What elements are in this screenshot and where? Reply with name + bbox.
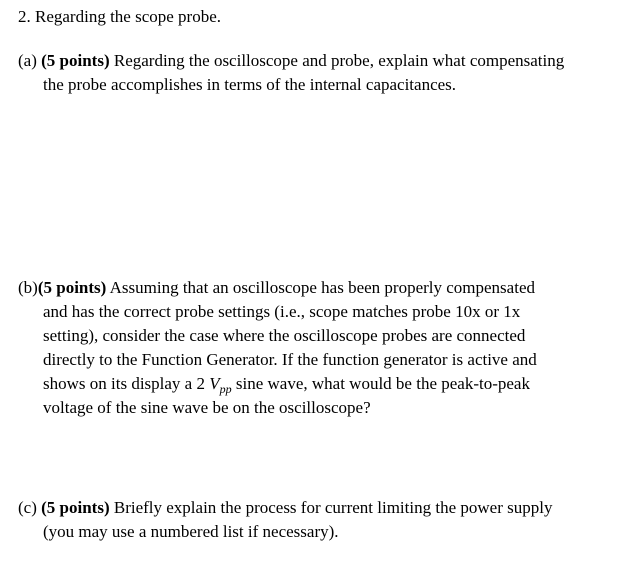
part-a-points: (5 points) — [41, 51, 110, 70]
question-title: Regarding the scope probe. — [35, 7, 221, 26]
part-c-label: (c) — [18, 498, 37, 517]
part-b-label: (b) — [18, 278, 38, 297]
part-c-line-1 — [18, 496, 618, 520]
part-b — [18, 276, 618, 420]
vpp-v: V — [209, 374, 220, 393]
part-a-text-1: Regarding the oscilloscope and probe, explain what compensating — [113, 51, 565, 70]
part-a-label: (a) — [18, 51, 37, 70]
part-b-line-5 — [18, 372, 618, 396]
part-b-text-3: setting), consider the case where the oscilloscope probes are connected — [43, 326, 526, 345]
vpp-symbol — [209, 374, 232, 396]
part-b-text-2: and has the correct probe settings (i.e., scope matches probe 10x or 1x — [43, 302, 521, 321]
part-b-text-6: voltage of the sine wave be on the oscilloscope? — [43, 398, 371, 417]
part-b-text-1: Assuming that an oscilloscope has been properly compensated — [109, 278, 535, 297]
question-heading — [18, 7, 221, 27]
part-b-points: (5 points) — [37, 278, 107, 297]
part-a — [18, 49, 618, 97]
part-c-text-2: (you may use a numbered list if necessary). — [43, 522, 339, 541]
vpp-subscript: pp — [219, 382, 232, 396]
part-b-text-4: directly to the Function Generator. If the function generator is active and — [43, 350, 537, 369]
part-c — [18, 496, 618, 544]
part-c-points: (5 points) — [41, 498, 110, 517]
part-b-text-5-pre: shows on its display a 2 — [43, 374, 205, 393]
part-c-text-1: Briefly explain the process for current limiting the power supply — [113, 498, 553, 517]
part-a-text-2: the probe accomplishes in terms of the internal capacitances. — [43, 75, 457, 94]
part-b-line-1 — [18, 276, 618, 300]
question-number: 2. — [18, 7, 31, 26]
part-a-line-1 — [18, 49, 618, 73]
part-b-text-5-post: sine wave, what would be the peak-to-peak — [235, 374, 530, 393]
